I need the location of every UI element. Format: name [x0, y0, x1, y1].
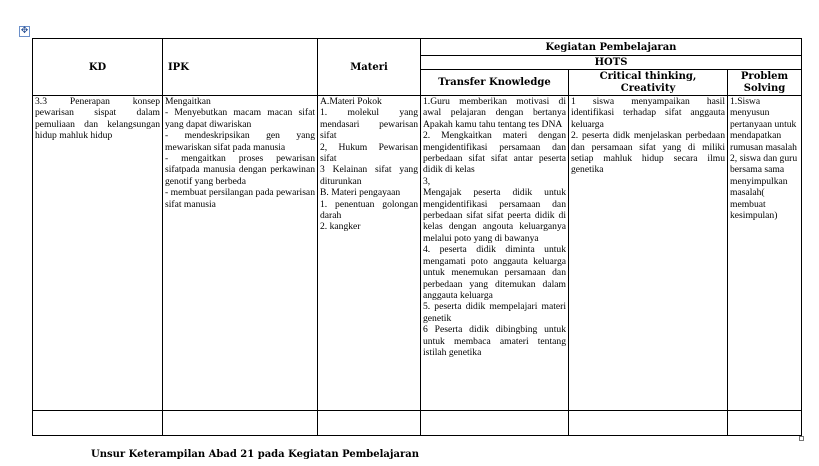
critical-line: 1 siswa menyampaikan hasil identifikasi terhadap sifat anggauta keluarga: [571, 96, 725, 130]
ipk-line: - membuat persilangan pada pewarisan sifat manusia: [165, 187, 315, 210]
header-problem-solving: Problem Solving: [728, 70, 802, 96]
cell-ipk[interactable]: [163, 96, 318, 411]
materi-line: B. Materi pengayaan: [320, 187, 401, 199]
critical-line: 2. peserta didk menjelaskan perbedaan dan persamaan sifat yang di miliki setiap mahluk hidup secara ilmu genetika: [571, 130, 725, 176]
materi-line: 1. penentuan golongan darah: [320, 198, 418, 222]
header-ipk: IPK: [163, 39, 318, 96]
transfer-line: 4. peserta didik diminta untuk mengamati poto anggauta keluarga untuk menemukan persamaan dan perbedaan yang ditemukan dalam anggauta keluarga: [423, 244, 566, 301]
cell-problem-solving[interactable]: [728, 96, 802, 411]
ipk-line: - Menyebutkan macam macan sifat yang dapat diwariskan: [165, 107, 315, 130]
table-resize-handle[interactable]: [799, 436, 804, 441]
header-hots: HOTS: [421, 56, 802, 70]
header-critical-thinking: Critical thinking, Creativity: [569, 70, 728, 96]
header-transfer-knowledge: Transfer Knowledge: [421, 70, 569, 96]
cell-kd[interactable]: [33, 96, 163, 411]
header-kd: KD: [33, 39, 163, 96]
materi-line: A.Materi Pokok: [320, 96, 382, 107]
transfer-line: 1.Guru memberikan motivasi di awal pelajaran dengan bertanya Apakah kamu tahu tentang tes DNA: [423, 96, 566, 130]
problem-line: 2, siswa dan guru bersama sama menyimpulkan masalah( membuat kesimpulan): [730, 153, 798, 222]
cell-critical-thinking[interactable]: [569, 96, 728, 411]
ipk-line: Mengaitkan: [165, 96, 211, 107]
materi-line: 1. molekul yang mendasari pewarisan sifat: [320, 107, 418, 142]
section-caption: Unsur Keterampilan Abad 21 pada Kegiatan Pembelajaran: [91, 449, 420, 460]
transfer-line: Mengajak peserta didik untuk mengidentifikasi persamaan dan perbedaan sifat sifat peerta didik di kelas dengan angouta keluarganya melalui poto yang di bawanya: [423, 187, 566, 244]
empty-cell[interactable]: [33, 411, 163, 436]
materi-line: 3 Kelainan sifat yang diturunkan: [320, 164, 418, 187]
ipk-line: - mendeskripsikan gen yang mewariskan sifat pada manusia: [165, 130, 315, 153]
header-kegiatan-pembelajaran: Kegiatan Pembelajaran: [421, 39, 802, 56]
empty-cell[interactable]: [318, 411, 421, 436]
materi-line: 2. kangker: [320, 221, 361, 233]
lesson-plan-table: [32, 38, 802, 436]
transfer-line: 3,: [423, 175, 431, 187]
empty-cell[interactable]: [421, 411, 569, 436]
empty-cell[interactable]: [728, 411, 802, 436]
ipk-line: - mengaitkan proses pewarisan sifatpada manusia dengan perkawinan genotif yang berbeda: [165, 153, 315, 187]
header-materi: Materi: [318, 39, 421, 96]
cell-transfer-knowledge[interactable]: [421, 96, 569, 411]
cell-materi[interactable]: [318, 96, 421, 411]
transfer-line: 2. Mengkaitkan materi dengan mengidentifikasi persamaan dan perbedaan sifat sifat antar peserta didik di kelas: [423, 130, 566, 176]
table-move-handle[interactable]: ✥: [20, 26, 29, 36]
empty-cell[interactable]: [163, 411, 318, 436]
materi-line: 2, Hukum Pewarisan sifat: [320, 141, 418, 165]
empty-cell[interactable]: [569, 411, 728, 436]
transfer-line: 5. peserta didik mempelajari materi genetik: [423, 301, 566, 324]
transfer-line: 6 Peserta didik dibingbing untuk untuk membaca amateri tentang istilah genetika: [423, 324, 566, 358]
problem-line: 1.Siswa menyusun pertanyaan untuk mendapatkan rumusan masalah: [730, 96, 797, 153]
kd-text: 3.3 Penerapan konsep pewarisan sispat dalam pemuliaan dan kelangsungan hidup mahluk hidup: [35, 96, 160, 142]
